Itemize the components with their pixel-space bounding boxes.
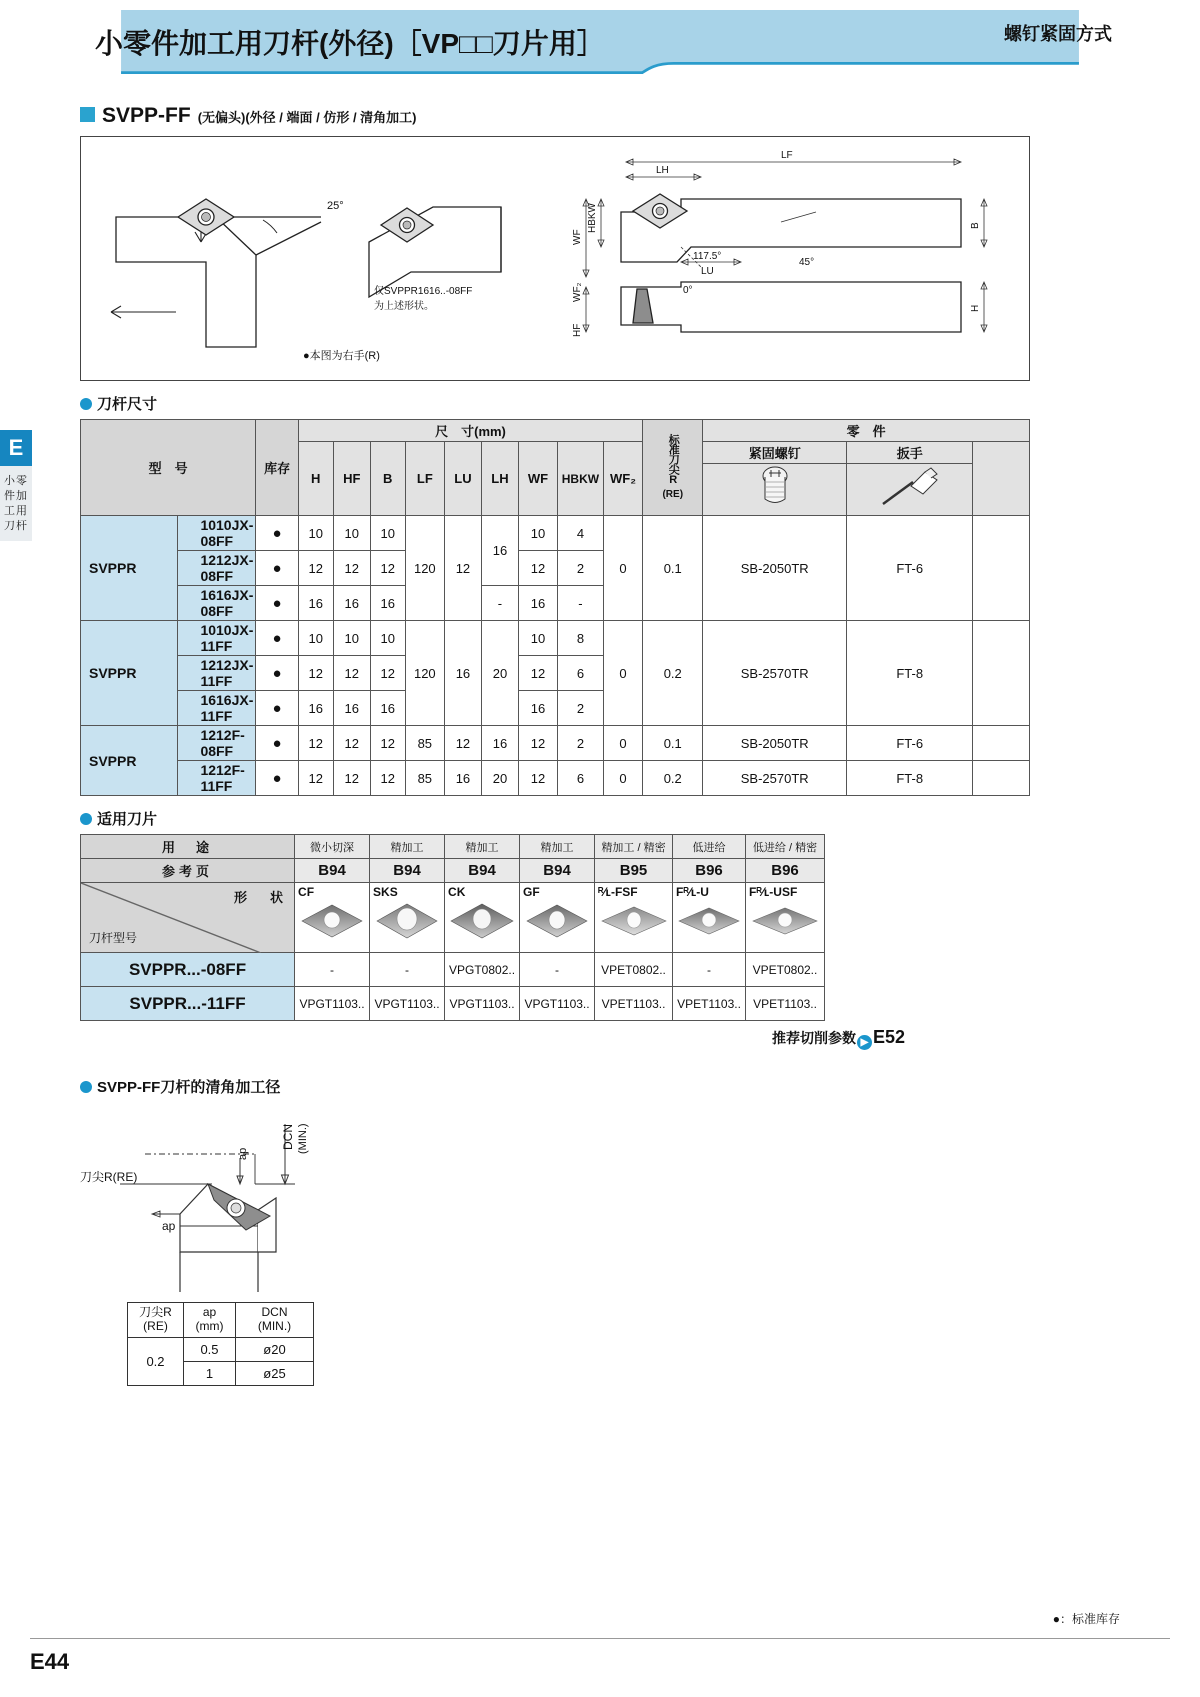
insert-photo-icon [750, 899, 820, 943]
cell-LH: 16 [481, 516, 518, 586]
reference-text: 推荐切削参数 [771, 1030, 856, 1046]
dim-head-model: 型 号 [81, 420, 256, 516]
cell-HF: 12 [333, 551, 370, 586]
cell-WF2: 0 [603, 516, 642, 621]
dim-head-H: H [298, 442, 333, 516]
insert-val-1-5: VPET1103.. [673, 987, 746, 1021]
dcn-cell-dcn-1: ø25 [236, 1361, 314, 1385]
tool-holder-drawings [81, 137, 1031, 382]
table-row[interactable] [81, 761, 1030, 796]
cell-H: 12 [298, 726, 333, 761]
wrench-icon [879, 466, 941, 510]
insert-use-1: 精加工 [370, 835, 445, 859]
dcn-section-label: SVPP-FF刀杆的清角加工径 [97, 1079, 281, 1096]
table-row[interactable] [81, 516, 1030, 551]
insert-val-1-1: VPGT1103.. [370, 987, 445, 1021]
stock-dot: ● [256, 621, 298, 656]
section-tab-text: 小零件加工用刀杆 [0, 466, 32, 541]
model-code: 1010JX-11FF [178, 621, 256, 656]
cell-RE: 0.1 [643, 516, 703, 621]
cell-LH: - [481, 586, 518, 621]
dim-section-title [80, 393, 1200, 414]
model-family: SVPPR [81, 726, 178, 796]
insert-row-model-0: SVPPR...-08FF [81, 953, 295, 987]
dim-head-parts-group: 零 件 [703, 420, 1030, 442]
dcn-head-dcn-l2: (MIN.) [257, 1318, 292, 1333]
cell-HBKW: 4 [558, 516, 604, 551]
svg-text:WF: WF [572, 229, 583, 245]
svg-text:0°: 0° [683, 285, 693, 296]
insert-use-label: 用 途 [81, 835, 295, 859]
cell-LU: 12 [444, 726, 481, 761]
shape-label: 形 状 [234, 890, 289, 905]
holder-dimension-table [80, 419, 1030, 796]
insert-shape-0 [295, 883, 370, 953]
cell-wrench: FT-6 [847, 516, 973, 621]
round-bullet-icon [80, 813, 92, 825]
dcn-section-title [80, 1076, 1200, 1097]
cell-WF: 12 [518, 726, 557, 761]
model-code: 1212F-11FF [178, 761, 256, 796]
dim-head-LF: LF [405, 442, 444, 516]
table-row[interactable] [81, 621, 1030, 656]
insert-code-0: CF [298, 885, 315, 899]
insert-row-model-1: SVPPR...-11FF [81, 987, 295, 1021]
model-code: 1212F-08FF [178, 726, 256, 761]
dcn-head-re-l2: (RE) [143, 1318, 168, 1333]
dim-head-B: B [370, 442, 405, 516]
cell-HBKW: 2 [558, 551, 604, 586]
drawing-note-right-hand: ●本图为右手(R) [303, 350, 380, 362]
insert-code-1: SKS [373, 885, 398, 899]
cell-H: 12 [298, 656, 333, 691]
dim-section-label: 刀杆尺寸 [97, 396, 158, 413]
dim-head-HBKW: HBKW [558, 442, 604, 516]
svg-text:ap: ap [162, 1219, 176, 1233]
svg-text:B: B [970, 222, 981, 229]
insert-page-3[interactable]: B94 [520, 859, 595, 883]
dim-head-LH: LH [481, 442, 518, 516]
table-row[interactable] [81, 987, 825, 1021]
insert-photo-icon [599, 899, 669, 943]
insert-code-5: Fᴿ⁄ʟ-U [676, 885, 709, 899]
cell-B: 12 [370, 551, 405, 586]
svg-text:H: H [970, 304, 981, 312]
drawing-note-shape: 仅SVPPR1616..-08FF 为上述形状。 [374, 286, 473, 312]
cell-HF: 10 [333, 621, 370, 656]
insert-val-0-2: VPGT0802.. [445, 953, 520, 987]
cell-HBKW: - [558, 586, 604, 621]
insert-val-1-4: VPET1103.. [595, 987, 673, 1021]
round-bullet-icon [80, 398, 92, 410]
model-family: SVPPR [81, 621, 178, 726]
technical-drawing-panel [80, 136, 1030, 381]
cell-WF: 12 [518, 761, 557, 796]
cell-RE: 0.2 [643, 621, 703, 726]
dcn-value-table [127, 1302, 314, 1386]
stock-dot: ● [256, 726, 298, 761]
cell-H: 12 [298, 551, 333, 586]
dim-table-head [81, 420, 1030, 516]
insert-val-0-4: VPET0802.. [595, 953, 673, 987]
cell-HBKW: 6 [558, 656, 604, 691]
dim-table-body [81, 516, 1030, 796]
dim-head-corner-r [643, 420, 703, 516]
insert-code-2: CK [448, 885, 466, 899]
series-name: SVPP-FF [102, 104, 191, 127]
insert-use-2: 精加工 [445, 835, 520, 859]
insert-val-0-3: - [520, 953, 595, 987]
cell-HBKW: 6 [558, 761, 604, 796]
svg-text:ap: ap [237, 1147, 249, 1160]
dcn-head-dcn [236, 1303, 314, 1338]
product-series-title [80, 104, 1200, 128]
page-number: E44 [30, 1649, 70, 1674]
section-tab-letter: E [0, 430, 32, 466]
svg-text:LH: LH [656, 165, 669, 176]
cell-LF: 85 [405, 726, 444, 761]
dim-head-wrench: 扳手 [847, 442, 973, 464]
cell-screw: SB-2570TR [703, 761, 847, 796]
model-code: 1616JX-11FF [178, 691, 256, 726]
insert-page-4[interactable]: B95 [595, 859, 673, 883]
insert-photo-icon [373, 899, 441, 943]
dim-head-LU: LU [444, 442, 481, 516]
stock-dot: ● [256, 761, 298, 796]
model-family: SVPPR [81, 516, 178, 621]
dcn-head-ap-l2: (mm) [195, 1318, 224, 1333]
insert-val-1-6: VPET1103.. [746, 987, 825, 1021]
cell-blank [973, 726, 1030, 761]
cell-WF2: 0 [603, 761, 642, 796]
round-bullet-icon [80, 1081, 92, 1093]
wrench-icon-cell [847, 464, 973, 516]
cell-B: 12 [370, 761, 405, 796]
insert-use-6: 低进给 / 精密 [746, 835, 825, 859]
insert-photo-icon [298, 899, 366, 943]
cell-blank [973, 621, 1030, 726]
cell-H: 16 [298, 691, 333, 726]
stock-legend: ●：标准库存 [1052, 1612, 1120, 1626]
insert-page-1[interactable]: B94 [370, 859, 445, 883]
insert-use-row [81, 835, 825, 859]
insert-val-0-1: - [370, 953, 445, 987]
cell-WF: 12 [518, 656, 557, 691]
insert-val-0-0: - [295, 953, 370, 987]
table-row[interactable] [81, 953, 825, 987]
dcn-head-row [128, 1303, 314, 1338]
page-header [0, 0, 1200, 90]
cell-H: 10 [298, 516, 333, 551]
corner-machining-diagram [80, 1102, 460, 1292]
svg-text:25°: 25° [327, 200, 344, 212]
cell-LU: 16 [444, 621, 481, 726]
screw-icon-cell [703, 464, 847, 516]
svg-text:45°: 45° [799, 257, 815, 268]
cell-B: 12 [370, 726, 405, 761]
insert-page-5[interactable]: B96 [673, 859, 746, 883]
svg-text:DCN: DCN [281, 1124, 295, 1150]
corner-r-unit: (RE) [662, 489, 684, 500]
dcn-head-ap [184, 1303, 236, 1338]
insert-val-0-5: - [673, 953, 746, 987]
cell-wrench: FT-8 [847, 761, 973, 796]
insert-page-6[interactable]: B96 [746, 859, 825, 883]
cell-LU: 12 [444, 516, 481, 621]
cell-LF: 85 [405, 761, 444, 796]
cell-wrench: FT-6 [847, 726, 973, 761]
dcn-cell-ap-1: 1 [184, 1361, 236, 1385]
model-code: 1212JX-11FF [178, 656, 256, 691]
reference-page[interactable]: E52 [872, 1027, 905, 1047]
dcn-head-re [128, 1303, 184, 1338]
cell-RE: 0.1 [643, 726, 703, 761]
insert-use-0: 微小切深 [295, 835, 370, 859]
cell-HBKW: 2 [558, 691, 604, 726]
dim-head-WF2: WF₂ [603, 442, 642, 516]
model-code: 1010JX-08FF [178, 516, 256, 551]
insert-use-3: 精加工 [520, 835, 595, 859]
svg-text:HF: HF [572, 323, 583, 337]
cell-WF2: 0 [603, 621, 642, 726]
dim-head-row-1 [81, 420, 1030, 442]
dim-head-blank [973, 442, 1030, 516]
insert-photo-icon [448, 899, 516, 943]
insert-shape-3 [520, 883, 595, 953]
section-tab[interactable] [0, 430, 32, 541]
svg-text:HBKW: HBKW [587, 203, 598, 233]
svg-text:WF₂: WF₂ [572, 282, 583, 302]
insert-photo-icon [523, 899, 591, 943]
cell-WF: 16 [518, 586, 557, 621]
insert-shape-row [81, 883, 825, 953]
insert-photo-icon [676, 899, 742, 943]
cell-HF: 12 [333, 726, 370, 761]
arrow-right-icon: ▶ [857, 1035, 872, 1050]
cell-H: 16 [298, 586, 333, 621]
header-right-label: 螺钉紧固方式 [1004, 24, 1112, 44]
insert-code-3: GF [523, 885, 540, 899]
series-subtitle: (无偏头)(外径 / 端面 / 仿形 / 清角加工) [197, 110, 417, 125]
cell-HF: 16 [333, 586, 370, 621]
cell-WF: 12 [518, 551, 557, 586]
screw-icon [758, 465, 792, 511]
holder-model-label: 刀杆型号 [89, 931, 138, 945]
insert-shape-2 [445, 883, 520, 953]
insert-shape-1 [370, 883, 445, 953]
cell-blank [973, 516, 1030, 621]
stock-dot: ● [256, 516, 298, 551]
cell-LU: 16 [444, 761, 481, 796]
cell-B: 16 [370, 691, 405, 726]
dim-head-HF: HF [333, 442, 370, 516]
dim-head-dims-group: 尺 寸(mm) [298, 420, 642, 442]
cell-wrench: FT-8 [847, 621, 973, 726]
cell-HBKW: 8 [558, 621, 604, 656]
cutting-parameter-reference[interactable] [80, 1027, 905, 1050]
insert-val-1-3: VPGT1103.. [520, 987, 595, 1021]
insert-page-0[interactable]: B94 [295, 859, 370, 883]
insert-val-1-2: VPGT1103.. [445, 987, 520, 1021]
svg-text:LF: LF [781, 150, 793, 161]
applicable-insert-table [80, 834, 825, 1021]
insert-val-0-6: VPET0802.. [746, 953, 825, 987]
insert-section-label: 适用刀片 [97, 811, 158, 828]
table-row[interactable] [81, 726, 1030, 761]
cell-screw: SB-2050TR [703, 726, 847, 761]
table-row[interactable] [128, 1337, 314, 1361]
cell-screw: SB-2050TR [703, 516, 847, 621]
insert-val-1-0: VPGT1103.. [295, 987, 370, 1021]
corner-r-vertical: 标准刀尖R [667, 434, 680, 486]
cell-LH: 16 [481, 726, 518, 761]
insert-page-label: 参考页 [81, 859, 295, 883]
svg-text:LU: LU [701, 266, 714, 277]
cell-LF: 120 [405, 516, 444, 621]
cell-RE: 0.2 [643, 761, 703, 796]
cell-WF: 10 [518, 516, 557, 551]
stock-dot: ● [256, 586, 298, 621]
cell-screw: SB-2570TR [703, 621, 847, 726]
cell-HF: 12 [333, 761, 370, 796]
stock-dot: ● [256, 691, 298, 726]
insert-shape-4 [595, 883, 673, 953]
cell-H: 10 [298, 621, 333, 656]
cell-HF: 12 [333, 656, 370, 691]
dim-head-screw: 紧固螺钉 [703, 442, 847, 464]
cell-WF2: 0 [603, 726, 642, 761]
dcn-diagram [80, 1102, 580, 1302]
svg-text:刀尖R(RE): 刀尖R(RE) [80, 1170, 138, 1184]
insert-use-5: 低进给 [673, 835, 746, 859]
insert-use-4: 精加工 / 精密 [595, 835, 673, 859]
cell-HF: 10 [333, 516, 370, 551]
insert-diagonal-header [81, 883, 295, 953]
insert-shape-6 [746, 883, 825, 953]
cell-LH: 20 [481, 621, 518, 726]
page-title: 小零件加工用刀杆(外径)［VP□□刀片用］ [95, 28, 605, 59]
dcn-head-ap-l1: ap [202, 1305, 217, 1319]
cell-LH: 20 [481, 761, 518, 796]
dcn-cell-dcn-0: ø20 [236, 1337, 314, 1361]
stock-dot: ● [256, 551, 298, 586]
square-bullet-icon [80, 107, 95, 122]
dcn-cell-ap-0: 0.5 [184, 1337, 236, 1361]
svg-text:(MIN.): (MIN.) [297, 1123, 309, 1154]
dcn-head-re-l1: 刀尖R [139, 1305, 172, 1319]
stock-dot: ● [256, 656, 298, 691]
model-code: 1212JX-08FF [178, 551, 256, 586]
cell-B: 12 [370, 656, 405, 691]
dim-head-WF: WF [518, 442, 557, 516]
dim-head-stock: 库存 [256, 420, 298, 516]
footer-divider [30, 1638, 1170, 1639]
cell-LF: 120 [405, 621, 444, 726]
cell-B: 16 [370, 586, 405, 621]
cell-WF: 10 [518, 621, 557, 656]
cell-B: 10 [370, 516, 405, 551]
insert-section-title [80, 808, 1200, 829]
dcn-cell-re: 0.2 [128, 1337, 184, 1385]
cell-B: 10 [370, 621, 405, 656]
svg-text:117.5°: 117.5° [693, 251, 722, 262]
model-code: 1616JX-08FF [178, 586, 256, 621]
dcn-head-dcn-l1: DCN [261, 1305, 288, 1319]
cell-blank [973, 761, 1030, 796]
insert-page-row [81, 859, 825, 883]
cell-HF: 16 [333, 691, 370, 726]
cell-HBKW: 2 [558, 726, 604, 761]
insert-shape-5 [673, 883, 746, 953]
cell-WF: 16 [518, 691, 557, 726]
insert-code-4: ᴿ⁄ʟ-FSF [598, 885, 638, 899]
insert-code-6: Fᴿ⁄ʟ-USF [749, 885, 798, 899]
insert-page-2[interactable]: B94 [445, 859, 520, 883]
cell-H: 12 [298, 761, 333, 796]
